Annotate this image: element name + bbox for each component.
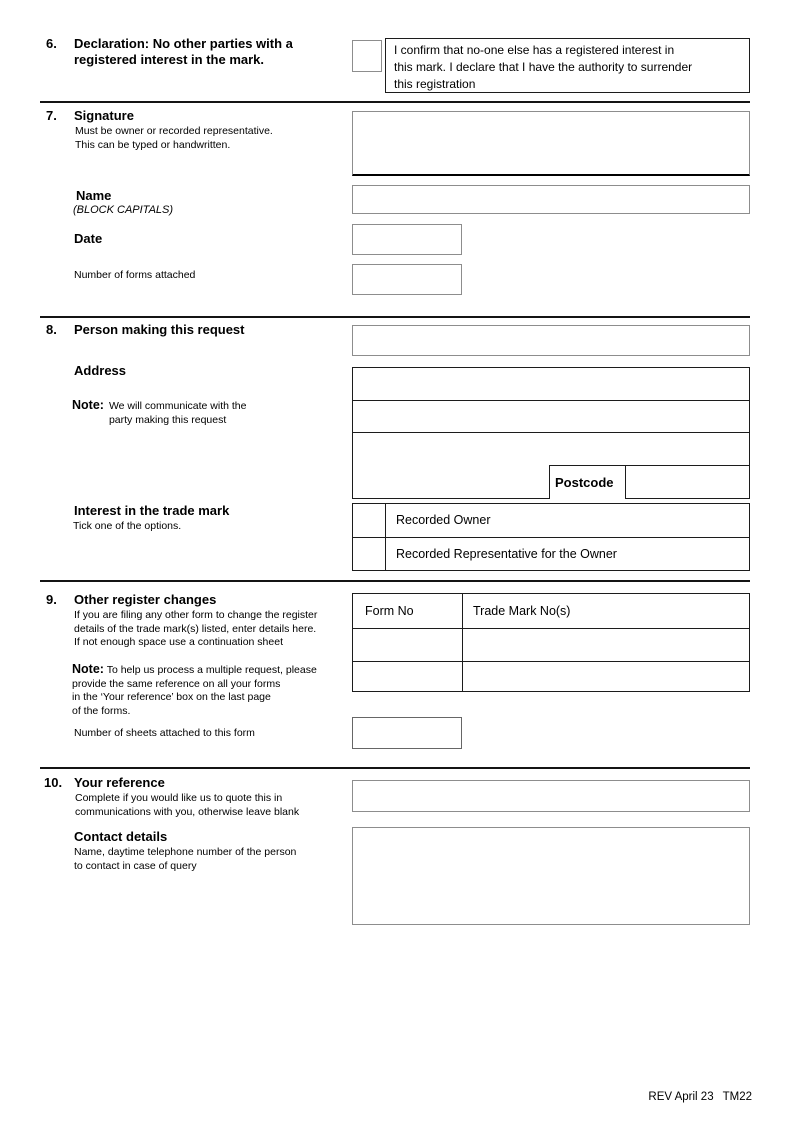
address-label: Address <box>74 363 127 378</box>
person-name-field[interactable] <box>352 325 750 356</box>
section-divider <box>40 101 750 103</box>
section-6-number: 6. <box>46 36 57 51</box>
interest-options-table <box>352 503 750 571</box>
interest-option-row <box>353 537 749 571</box>
name-label: Name <box>76 188 112 203</box>
signature-field[interactable] <box>352 111 750 176</box>
forms-attached-label: Number of forms attached <box>74 269 196 281</box>
address-line3-field[interactable] <box>353 432 749 465</box>
section-8-note: Note: We will communicate with the party making this request <box>72 398 247 426</box>
section-7-title: Signature <box>74 108 134 123</box>
address-line4-field[interactable] <box>352 465 550 499</box>
recorded-representative-checkbox[interactable] <box>353 538 386 571</box>
postcode-field[interactable] <box>625 465 750 499</box>
address-line1-field[interactable] <box>353 368 749 400</box>
your-reference-field[interactable] <box>352 780 750 812</box>
trade-mark-nos-cell[interactable] <box>463 629 749 661</box>
postcode-label: Postcode <box>555 475 614 490</box>
contact-details-title: Contact details <box>74 829 168 844</box>
contact-details-field[interactable] <box>352 827 750 925</box>
section-9-title: Other register changes <box>74 592 217 607</box>
date-label: Date <box>74 231 103 246</box>
section-10-title: Your reference <box>74 775 165 790</box>
table-row <box>353 628 749 661</box>
register-changes-table <box>352 593 750 692</box>
section-divider <box>40 767 750 769</box>
section-divider <box>40 316 750 318</box>
forms-attached-field[interactable] <box>352 264 462 295</box>
sheets-attached-label: Number of sheets attached to this form <box>74 727 255 739</box>
contact-details-description: Name, daytime telephone number of the person to contact in case of query <box>74 846 297 872</box>
form-no-cell[interactable] <box>353 662 463 691</box>
section-7-number: 7. <box>46 108 57 123</box>
note-label: Note: <box>72 662 104 676</box>
name-sublabel: (BLOCK CAPITALS) <box>73 204 174 216</box>
section-10-description: Complete if you would like us to quote this in communications with you, otherwise leave blank <box>75 792 300 818</box>
table-header-row <box>353 594 749 628</box>
section-8-title: Person making this request <box>74 322 245 337</box>
section-9-description: If you are filing any other form to change the register details of the trade mark(s) listed, enter details here. If not enough space use a continuation sheet <box>74 609 318 648</box>
declaration-statement: I confirm that no-one else has a registered interest in this mark. I declare that I have the authority to surrender this registration <box>385 38 750 93</box>
trade-mark-nos-cell[interactable] <box>463 662 749 691</box>
section-10-number: 10. <box>44 775 63 790</box>
footer-form-code: TM22 <box>722 1091 752 1103</box>
interest-title: Interest in the trade mark <box>74 503 230 518</box>
interest-option-row <box>353 504 749 537</box>
section-7-description: Must be owner or recorded representative. This can be typed or handwritten. <box>75 125 273 151</box>
section-8-number: 8. <box>46 322 57 337</box>
section-9-note: Note: To help us process a multiple request, please provide the same reference on all your forms in the ‘Your reference’ box on the last page of the forms. <box>72 662 317 717</box>
recorded-representative-label: Recorded Representative for the Owner <box>396 546 617 561</box>
trade-mark-nos-header: Trade Mark No(s) <box>473 604 571 618</box>
recorded-owner-checkbox[interactable] <box>353 504 386 537</box>
recorded-owner-label: Recorded Owner <box>396 513 491 528</box>
footer-revision: REV April 23 <box>648 1091 714 1103</box>
section-divider <box>40 580 750 582</box>
section-9-number: 9. <box>46 592 57 607</box>
note-label: Note: <box>72 398 104 412</box>
form-no-header: Form No <box>353 594 463 628</box>
section-6-title: Declaration: No other parties with a registered interest in the mark. <box>74 36 293 67</box>
name-field[interactable] <box>352 185 750 214</box>
page-footer <box>648 1091 752 1103</box>
declaration-confirm-checkbox[interactable] <box>352 40 382 72</box>
date-field[interactable] <box>352 224 462 255</box>
sheets-attached-field[interactable] <box>352 717 462 749</box>
address-group <box>352 367 750 466</box>
table-row <box>353 661 749 691</box>
address-line2-field[interactable] <box>353 400 749 433</box>
interest-sublabel: Tick one of the options. <box>73 520 182 532</box>
form-no-cell[interactable] <box>353 629 463 661</box>
